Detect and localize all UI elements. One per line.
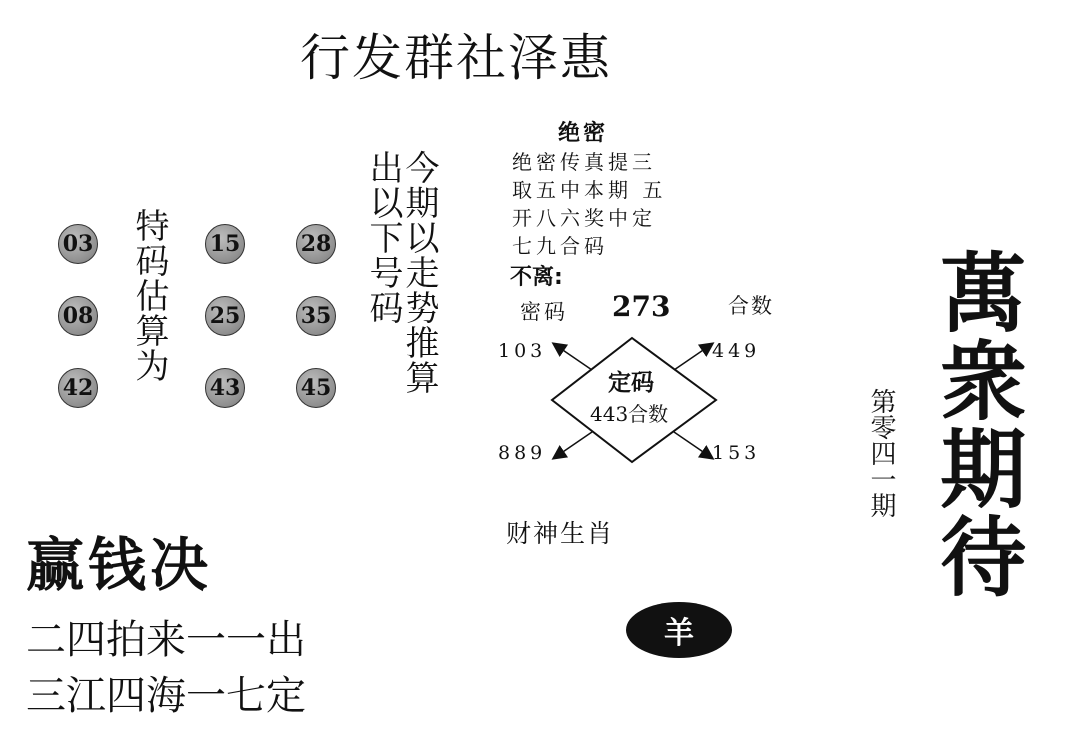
fortune-label: 财神生肖 [506,519,615,548]
win-line-2: 三江四海一七定 [26,673,306,719]
number-ball: 25 [205,296,245,336]
arrow-top-right [674,344,712,370]
arrow-bottom-right [674,432,712,458]
win-title: 赢钱决 [26,531,213,599]
special-code-label: 特码估算为 [129,208,169,383]
arrow-bottom-left [554,432,592,458]
secret-title: 绝密 [558,121,609,146]
dingma-title: 定码 [608,370,654,396]
zodiac-badge: 羊 [626,602,732,658]
trend-text-col2: 出以下号码 [363,150,403,325]
dingma-top-right: 449 [712,340,761,362]
slogan: 萬衆期待 [925,248,1027,600]
mima-value: 273 [612,290,671,323]
secret-line: 开八六奖中定 [512,206,656,230]
number-ball: 43 [205,368,245,408]
mima-label: 密码 [520,300,568,324]
number-ball: 35 [296,296,336,336]
secret-line: 绝密传真提三 [512,150,656,174]
heshu-label: 合数 [728,294,774,318]
win-line-1: 二四拍来一一出 [26,617,306,663]
dingma-value: 443合数 [590,402,669,426]
number-ball: 15 [205,224,245,264]
trend-text-col1: 今期以走势推算 [399,150,439,395]
number-ball: 45 [296,368,336,408]
buli-label: 不离: [510,265,563,290]
arrow-top-left [554,344,592,370]
dingma-bottom-left: 889 [498,442,547,464]
number-ball: 03 [58,224,98,264]
secret-line: 七九合码 [512,234,608,258]
number-ball: 28 [296,224,336,264]
dingma-bottom-right: 153 [712,442,761,464]
page-title: 行发群社泽惠 [300,29,612,87]
number-ball: 08 [58,296,98,336]
number-ball: 42 [58,368,98,408]
secret-line: 取五中本期 五 [512,178,667,202]
issue-label: 第零四一期 [866,388,896,518]
dingma-top-left: 103 [498,340,547,362]
